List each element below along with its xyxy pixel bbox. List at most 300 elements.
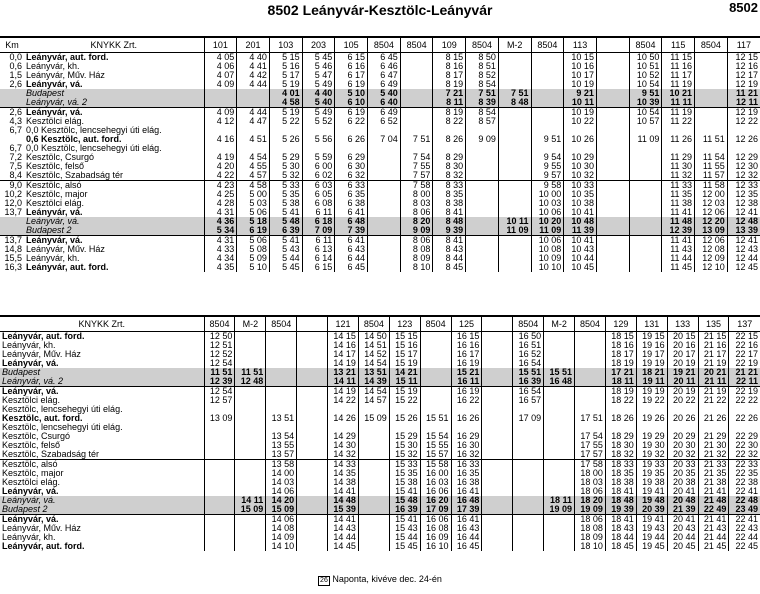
- departure-time: [729, 423, 760, 432]
- departure-time: 4 47: [237, 117, 270, 126]
- station-name: Kesztölc, alsó: [24, 181, 174, 191]
- departure-time: 20 41: [667, 487, 698, 496]
- departure-time: 20 30: [667, 441, 698, 450]
- departure-time: 14 06: [266, 487, 297, 496]
- station-name: Leányvár, aut. ford.: [26, 52, 109, 62]
- departure-time: [420, 359, 451, 368]
- departure-time: 16 48: [451, 496, 482, 505]
- station-name: Leányvár, vá.: [2, 487, 59, 496]
- departure-time: [482, 350, 513, 359]
- train-number-header: 133: [667, 316, 698, 332]
- departure-time: 15 16: [389, 341, 420, 350]
- departure-time: [498, 153, 531, 162]
- departure-time: 10 09: [531, 254, 564, 263]
- km-value: 10,2: [4, 190, 22, 199]
- departure-time: 10 19: [564, 80, 597, 89]
- departure-time: 15 17: [389, 350, 420, 359]
- departure-time: 6 08: [302, 199, 335, 208]
- km-value: 4,3: [9, 117, 22, 126]
- table-row: [0, 98, 760, 108]
- stop-marker-icon: [174, 71, 204, 80]
- departure-time: 19 16: [636, 341, 667, 350]
- departure-time: [531, 80, 564, 89]
- departure-time: 11 41: [662, 236, 695, 246]
- departure-time: [513, 423, 544, 432]
- departure-time: [302, 126, 335, 135]
- departure-time: [466, 153, 499, 162]
- departure-time: 10 32: [564, 171, 597, 181]
- departure-time: [358, 515, 389, 525]
- departure-time: 10 30: [564, 162, 597, 171]
- table-row: [0, 423, 760, 432]
- departure-time: [662, 144, 695, 153]
- departure-time: [531, 126, 564, 135]
- departure-time: 16 17: [451, 350, 482, 359]
- table-row: [0, 117, 760, 126]
- departure-time: 15 38: [389, 478, 420, 487]
- departure-time: 13 55: [266, 441, 297, 450]
- departure-time: 15 48: [389, 496, 420, 505]
- departure-time: 15 44: [389, 533, 420, 542]
- departure-time: [695, 71, 728, 80]
- departure-time: 4 55: [237, 162, 270, 171]
- departure-time: 14 45: [328, 542, 359, 551]
- departure-time: [433, 144, 466, 153]
- departure-time: [466, 144, 499, 153]
- departure-time: 7 55: [400, 162, 433, 171]
- stop-marker-icon: [174, 245, 204, 254]
- km-value: 13,7: [4, 208, 22, 217]
- departure-time: [498, 254, 531, 263]
- departure-time: 6 39: [269, 226, 302, 236]
- station-name: Kesztölc, major: [2, 469, 64, 478]
- departure-time: 6 00: [302, 162, 335, 171]
- table-row: [0, 80, 760, 89]
- table-row: [0, 126, 760, 135]
- departure-time: 9 58: [531, 181, 564, 191]
- departure-time: 22 33: [729, 460, 760, 470]
- departure-time: 19 17: [636, 350, 667, 359]
- departure-time: [235, 414, 266, 423]
- departure-time: [564, 126, 597, 135]
- departure-time: [335, 144, 368, 153]
- departure-time: 13 21: [328, 368, 359, 377]
- departure-time: [482, 496, 513, 505]
- departure-time: [204, 460, 235, 470]
- departure-time: [400, 108, 433, 118]
- table-row: [0, 469, 760, 478]
- departure-time: [451, 405, 482, 414]
- departure-time: [695, 80, 728, 89]
- table-row: [0, 460, 760, 470]
- departure-time: 10 33: [564, 181, 597, 191]
- departure-time: 14 26: [328, 414, 359, 423]
- departure-time: [629, 226, 662, 236]
- departure-time: 16 22: [451, 396, 482, 405]
- table-row: [0, 350, 760, 359]
- stop-marker-icon: [174, 208, 204, 217]
- departure-time: 12 10: [695, 263, 728, 272]
- departure-time: 21 38: [698, 478, 729, 487]
- station-name: Kesztölci elág.: [2, 478, 61, 487]
- departure-time: 6 02: [302, 171, 335, 181]
- departure-time: [204, 496, 235, 505]
- departure-time: 22 35: [729, 469, 760, 478]
- departure-time: 21 17: [698, 350, 729, 359]
- departure-time: 10 44: [564, 254, 597, 263]
- departure-time: 15 26: [389, 414, 420, 423]
- departure-time: [204, 432, 235, 441]
- table-row: [0, 432, 760, 441]
- departure-time: 6 52: [368, 117, 401, 126]
- departure-time: 12 44: [727, 254, 760, 263]
- departure-time: 4 58: [237, 181, 270, 191]
- departure-time: 12 26: [727, 135, 760, 144]
- train-number-header: 105: [335, 37, 368, 53]
- departure-time: 21 44: [698, 533, 729, 542]
- departure-time: 8 09: [400, 254, 433, 263]
- departure-time: 6 40: [368, 98, 401, 108]
- departure-time: 15 21: [451, 368, 482, 377]
- departure-time: 18 45: [605, 542, 636, 551]
- departure-time: [420, 396, 451, 405]
- departure-time: [466, 181, 499, 191]
- departure-time: 11 09: [531, 226, 564, 236]
- departure-time: 14 09: [266, 533, 297, 542]
- departure-time: [235, 524, 266, 533]
- departure-time: 5 10: [335, 89, 368, 98]
- station-name: Leányvár, vá.: [0, 496, 170, 505]
- departure-time: 22 19: [729, 387, 760, 397]
- departure-time: [266, 332, 297, 342]
- departure-time: 7 09: [302, 226, 335, 236]
- departure-time: [328, 423, 359, 432]
- departure-time: 12 17: [727, 71, 760, 80]
- stop-marker-icon: [174, 62, 204, 71]
- departure-time: 5 06: [237, 208, 270, 217]
- departure-time: 6 11: [302, 208, 335, 217]
- departure-time: 8 29: [433, 153, 466, 162]
- departure-time: 11 35: [662, 190, 695, 199]
- departure-time: 11 51: [235, 368, 266, 377]
- departure-time: 16 52: [513, 350, 544, 359]
- departure-time: [596, 126, 629, 135]
- departure-time: 5 48: [269, 217, 302, 226]
- table-row: [0, 450, 760, 460]
- stop-marker-icon: [170, 405, 204, 414]
- departure-time: [266, 387, 297, 397]
- departure-time: 16 29: [451, 432, 482, 441]
- departure-time: 6 22: [335, 117, 368, 126]
- km-value: [0, 226, 24, 236]
- departure-time: 8 45: [433, 263, 466, 272]
- departure-time: 11 41: [662, 208, 695, 217]
- station-name: Leányvár, vá.: [26, 208, 83, 217]
- departure-time: [544, 332, 575, 342]
- departure-time: 15 51: [513, 368, 544, 377]
- station-name: Leányvár, vá. 2: [24, 98, 174, 108]
- departure-time: 16 16: [451, 341, 482, 350]
- train-number-header: 8504: [531, 37, 564, 53]
- departure-time: [498, 263, 531, 272]
- departure-time: [266, 396, 297, 405]
- stop-marker-icon: [170, 524, 204, 533]
- departure-time: [235, 542, 266, 551]
- departure-time: 18 06: [575, 487, 606, 496]
- km-value: 2,6: [0, 108, 24, 118]
- departure-time: 12 41: [727, 208, 760, 217]
- departure-time: 4 19: [204, 153, 237, 162]
- departure-time: [482, 368, 513, 377]
- station-name: Leányvár, vá.: [0, 515, 170, 525]
- departure-time: 20 38: [667, 478, 698, 487]
- departure-time: 14 15: [328, 332, 359, 342]
- departure-time: 10 54: [629, 108, 662, 118]
- departure-time: 4 33: [204, 245, 237, 254]
- departure-time: 7 39: [335, 226, 368, 236]
- departure-time: [400, 98, 433, 108]
- departure-time: [204, 515, 235, 525]
- departure-time: [513, 478, 544, 487]
- departure-time: 6 11: [302, 236, 335, 246]
- departure-time: [596, 153, 629, 162]
- train-number-header: 8504: [204, 316, 235, 332]
- departure-time: [204, 524, 235, 533]
- departure-time: [596, 236, 629, 246]
- departure-time: [695, 89, 728, 98]
- table-row: [0, 368, 760, 377]
- departure-time: [297, 350, 328, 359]
- departure-time: [596, 144, 629, 153]
- departure-time: 11 39: [564, 226, 597, 236]
- station-name: Kesztölci elág.: [2, 396, 61, 405]
- departure-time: 5 19: [269, 108, 302, 118]
- departure-time: 15 41: [389, 487, 420, 496]
- departure-time: 5 32: [269, 171, 302, 181]
- departure-time: [513, 533, 544, 542]
- station-name: Kesztölc, felső: [2, 441, 61, 450]
- departure-time: [204, 405, 235, 414]
- departure-time: 12 39: [204, 377, 235, 387]
- departure-time: [482, 423, 513, 432]
- departure-time: [596, 117, 629, 126]
- departure-time: 8 19: [433, 80, 466, 89]
- km-value: 12,0: [4, 199, 22, 208]
- departure-time: 5 46: [302, 62, 335, 71]
- departure-time: 15 55: [420, 441, 451, 450]
- departure-time: 20 19: [667, 387, 698, 397]
- departure-time: 4 28: [204, 199, 237, 208]
- departure-time: [204, 98, 237, 108]
- departure-time: [482, 460, 513, 470]
- station-name: Kesztölc, felső: [26, 162, 85, 171]
- departure-time: [235, 423, 266, 432]
- departure-time: [544, 469, 575, 478]
- stop-marker-icon: [174, 53, 204, 63]
- departure-time: 16 26: [451, 414, 482, 423]
- departure-time: 10 21: [662, 89, 695, 98]
- departure-time: [629, 162, 662, 171]
- departure-time: 6 33: [335, 181, 368, 191]
- departure-time: 4 40: [237, 53, 270, 63]
- departure-time: [629, 236, 662, 246]
- departure-time: [498, 108, 531, 118]
- departure-time: [235, 469, 266, 478]
- departure-time: [544, 387, 575, 397]
- station-name: 0,6 Kesztölc, aut. ford.: [26, 135, 122, 144]
- departure-time: [235, 450, 266, 460]
- departure-time: 15 54: [420, 432, 451, 441]
- station-name: Leányvár, vá. 2: [0, 377, 170, 387]
- departure-time: 12 32: [727, 171, 760, 181]
- departure-time: [596, 71, 629, 80]
- departure-time: [498, 117, 531, 126]
- departure-time: 6 19: [335, 108, 368, 118]
- departure-time: [297, 432, 328, 441]
- departure-time: 9 55: [531, 162, 564, 171]
- departure-time: 15 09: [358, 414, 389, 423]
- departure-time: [368, 126, 401, 135]
- departure-time: 19 41: [636, 515, 667, 525]
- departure-time: [297, 341, 328, 350]
- train-number-header: 201: [237, 37, 270, 53]
- departure-time: [204, 423, 235, 432]
- departure-time: 8 51: [466, 62, 499, 71]
- departure-time: [629, 199, 662, 208]
- departure-time: [544, 524, 575, 533]
- departure-time: 15 57: [420, 450, 451, 460]
- departure-time: 18 38: [605, 478, 636, 487]
- departure-time: [400, 126, 433, 135]
- departure-time: 14 08: [266, 524, 297, 533]
- station-name: Leányvár, Műv. Ház: [26, 71, 105, 80]
- departure-time: [368, 199, 401, 208]
- departure-time: 20 29: [667, 432, 698, 441]
- departure-time: [328, 405, 359, 414]
- departure-time: 5 43: [269, 245, 302, 254]
- departure-time: 14 54: [358, 359, 389, 368]
- departure-time: [297, 487, 328, 496]
- km-header: Km: [0, 37, 24, 53]
- table-row: [0, 254, 760, 263]
- departure-time: 20 48: [667, 496, 698, 505]
- departure-time: [667, 423, 698, 432]
- departure-time: 14 20: [266, 496, 297, 505]
- station-name: Leányvár, kh.: [2, 341, 56, 350]
- departure-time: 21 45: [698, 542, 729, 551]
- departure-time: [235, 405, 266, 414]
- departure-time: [498, 208, 531, 217]
- departure-time: [544, 341, 575, 350]
- departure-time: 4 44: [237, 108, 270, 118]
- departure-time: [544, 542, 575, 551]
- departure-time: 7 51: [400, 135, 433, 144]
- stop-marker-icon: [170, 350, 204, 359]
- train-number-header: 137: [729, 316, 760, 332]
- table-row: [0, 245, 760, 254]
- table-row: [0, 62, 760, 71]
- departure-time: 18 41: [605, 487, 636, 496]
- departure-time: 8 38: [433, 199, 466, 208]
- departure-time: [531, 71, 564, 80]
- departure-time: 21 41: [698, 487, 729, 496]
- departure-time: 12 54: [204, 387, 235, 397]
- departure-time: [498, 171, 531, 181]
- departure-time: 16 54: [513, 359, 544, 368]
- departure-time: 18 08: [575, 524, 606, 533]
- departure-time: [596, 254, 629, 263]
- departure-time: 12 43: [727, 245, 760, 254]
- stop-marker-icon: [170, 359, 204, 368]
- departure-time: [482, 515, 513, 525]
- table-row: [0, 135, 760, 144]
- departure-time: [297, 332, 328, 342]
- departure-time: 20 39: [636, 505, 667, 515]
- stop-marker-icon: [174, 162, 204, 171]
- departure-time: 8 48: [498, 98, 531, 108]
- departure-time: 21 41: [698, 515, 729, 525]
- departure-time: [466, 126, 499, 135]
- departure-time: [420, 341, 451, 350]
- departure-time: 12 19: [727, 108, 760, 118]
- departure-time: [204, 533, 235, 542]
- departure-time: 14 22: [328, 396, 359, 405]
- train-number-header: 8504: [466, 37, 499, 53]
- train-number-header: 131: [636, 316, 667, 332]
- departure-time: 16 09: [420, 533, 451, 542]
- station-name: Kesztölc, major: [26, 190, 88, 199]
- departure-time: 8 06: [400, 236, 433, 246]
- departure-time: 10 35: [564, 190, 597, 199]
- departure-time: 11 11: [662, 98, 695, 108]
- departure-time: [513, 487, 544, 496]
- departure-time: [358, 542, 389, 551]
- departure-time: [368, 171, 401, 181]
- table-row: [0, 359, 760, 368]
- table-row: [0, 144, 760, 153]
- departure-time: [466, 226, 499, 236]
- departure-time: [498, 126, 531, 135]
- departure-time: 5 52: [302, 117, 335, 126]
- departure-time: 15 19: [389, 387, 420, 397]
- departure-time: 19 44: [636, 533, 667, 542]
- stop-marker-icon: [170, 341, 204, 350]
- departure-time: 11 43: [662, 245, 695, 254]
- departure-time: 10 52: [629, 71, 662, 80]
- departure-time: 8 16: [433, 62, 466, 71]
- table-row: [0, 542, 760, 551]
- departure-time: 10 29: [564, 153, 597, 162]
- departure-time: 20 16: [667, 341, 698, 350]
- departure-time: 20 26: [667, 414, 698, 423]
- departure-time: 5 17: [269, 71, 302, 80]
- departure-time: [466, 199, 499, 208]
- departure-time: 12 09: [695, 254, 728, 263]
- departure-time: [531, 53, 564, 63]
- departure-time: 19 32: [636, 450, 667, 460]
- departure-time: [237, 144, 270, 153]
- train-number-header: 8504: [368, 37, 401, 53]
- departure-time: 5 19: [269, 80, 302, 89]
- table-row: [0, 190, 760, 199]
- departure-time: 6 10: [335, 98, 368, 108]
- departure-time: 18 35: [605, 469, 636, 478]
- departure-time: 11 45: [662, 263, 695, 272]
- train-number-header: M-2: [235, 316, 266, 332]
- departure-time: 13 09: [695, 226, 728, 236]
- departure-time: 4 09: [204, 108, 237, 118]
- departure-time: 11 21: [727, 89, 760, 98]
